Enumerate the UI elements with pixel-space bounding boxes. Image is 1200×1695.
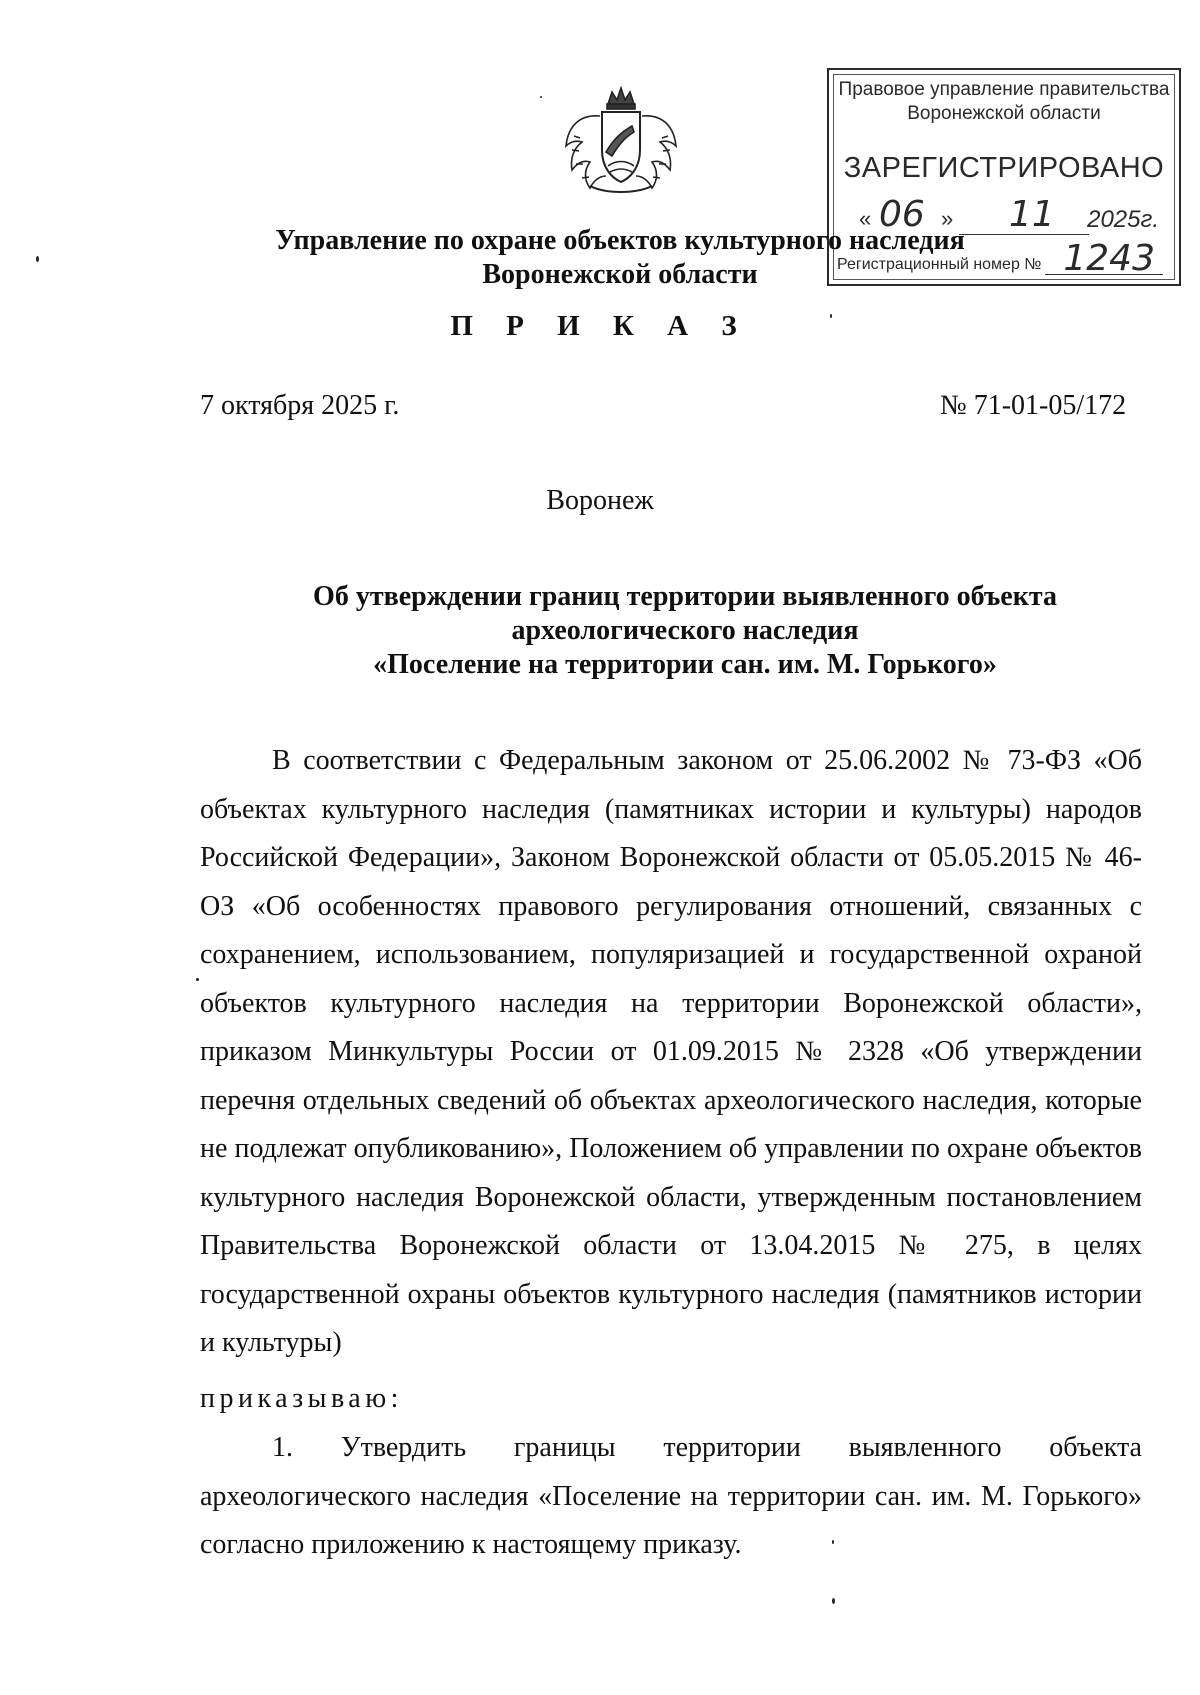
subject-line1: Об утверждении границ территории выявленного объекта (313, 581, 1057, 612)
stamp-quote-open: « (859, 206, 872, 231)
coat-of-arms-emblem (560, 86, 682, 196)
department-heading (200, 224, 1040, 292)
stamp-reg-number: 1243 (1063, 238, 1155, 279)
scan-speck (196, 978, 199, 981)
stamp-day: 06 (879, 194, 925, 235)
decree-word: приказываю: (200, 1383, 403, 1414)
scan-speck (832, 1540, 834, 1544)
department-line1: Управление по охране объектов культурного наследия (275, 225, 965, 256)
document-city: Воронеж (546, 485, 654, 516)
department-line2: Воронежской области (482, 259, 758, 290)
document-subject (270, 580, 1100, 682)
stamp-year: 2025г. (1087, 206, 1159, 233)
stamp-authority-line2: Воронежской области (907, 103, 1101, 124)
stamp-quote-close: » (941, 206, 954, 231)
stamp-registered-label: ЗАРЕГИСТРИРОВАНО (843, 152, 1165, 184)
stamp-authority-line1: Правовое управление правительства (838, 79, 1170, 100)
stamp-month: 11 (1009, 194, 1055, 235)
subject-line3: «Поселение на территории сан. им. М. Горького» (373, 649, 997, 680)
subject-line2: археологического наследия (511, 615, 859, 646)
scan-speck (36, 256, 39, 262)
document-number: № 71-01-05/172 (940, 390, 1127, 421)
stamp-reg-label: Регистрационный номер № (837, 256, 1042, 273)
document-date: 7 октября 2025 г. (200, 390, 400, 421)
scan-speck (540, 96, 542, 98)
scan-speck (830, 314, 832, 318)
document-type-title: П Р И К А З (450, 310, 750, 342)
preamble-paragraph: В соответствии с Федеральным законом от 25.06.2002 № 73-ФЗ «Об объектах культурного наследия (памятниках истории и культуры) народов Российской Федерации», Законом Воронежской области от 05.05.2015 № 46-ОЗ «Об особенностях правового регулирования отношений, связанных с сохранением, использованием, популяризацией и государственной охраной объектов культурного наследия на территории Воронежской области», приказом Минкультуры России от 01.09.2015 № 2328 «Об утверждении перечня отдельных сведений об объектах археологического наследия, которые не подлежат опубликованию», Положением об управлении по охране объектов культурного наследия Воронежской области, утвержденным постановлением Правительства Воронежской области от 13.04.2015 № 275, в целях государственной охраны объектов культурного наследия (памятников истории и культуры) (200, 745, 1142, 1358)
scan-speck (832, 1598, 835, 1604)
order-item-1: 1. Утвердить границы территории выявленного объекта археологического наследия «Поселение на территории сан. им. М. Горького» согласно приложению к настоящему приказу. (200, 1432, 1142, 1560)
